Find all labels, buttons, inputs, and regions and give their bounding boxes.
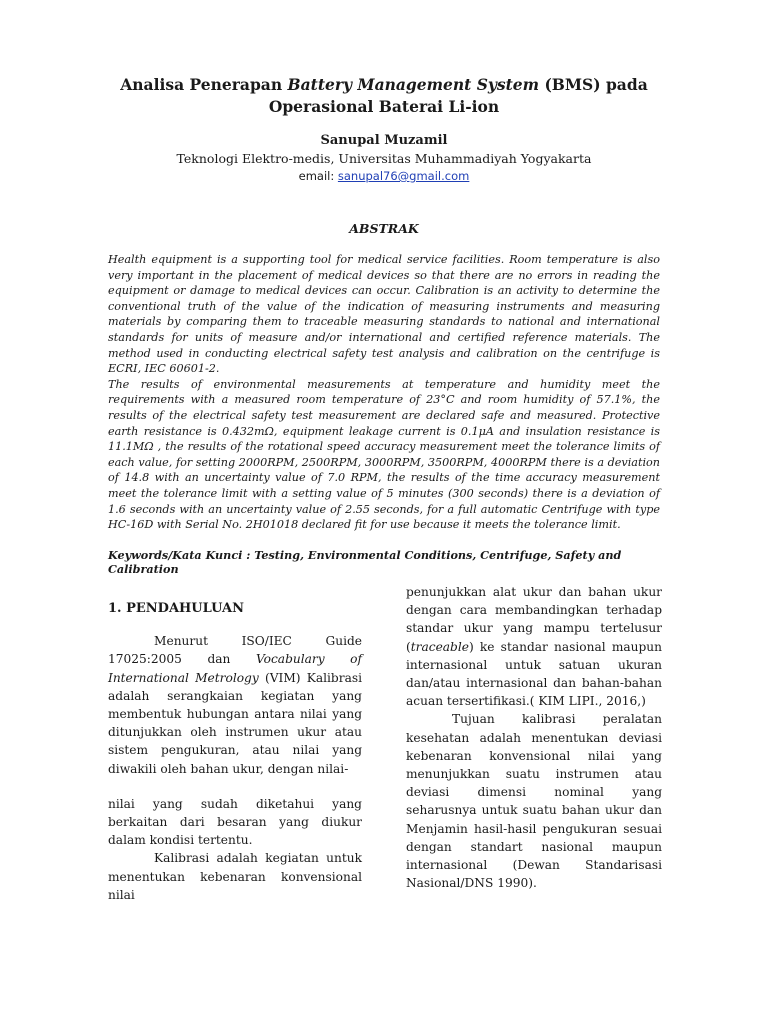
email-label: email: <box>298 169 338 183</box>
left-paragraph-2: nilai yang sudah diketahui yang berkaitan dari besaran yang diukur dalam kondisi tertentu. <box>108 796 362 848</box>
author-affiliation: Teknologi Elektro-medis, Universitas Muhammadiyah Yogyakarta <box>176 151 592 166</box>
left-column <box>108 600 362 904</box>
author-email <box>0 169 768 183</box>
abstract-paragraph-2: The results of environmental measurements at temperature and humidity meet the requirements with a measured room temperature of 23°C and room humidity of 57.1%, the results of the electrical safety test measurement are declared safe and measured. Protective earth resistance is 0.432mΩ, equipment leakage current is 0.1μA and insulation resistance is 11.1MΩ , the results of the rotational speed accuracy measurement meet the tolerance limits of each value, for setting 2000RPM, 2500RPM, 3000RPM, 3500RPM, 4000RPM there is a deviation of 14.8 with an uncertainty value of 7.0 RPM, the results of the time accuracy measurement meet the tolerance limit with a setting value of 5 minutes (300 seconds) there is a deviation of 1.6 seconds with an uncertainty value of 2.55 seconds, for a full automatic Centrifuge with type HC-16D with Serial No. 2H01018 declared fit for use because it meets the tolerance limit. <box>108 377 660 532</box>
right-column <box>406 583 662 892</box>
keywords: Keywords/Kata Kunci : Testing, Environmental Conditions, Centrifuge, Safety and Calibration <box>108 548 622 576</box>
left-p1-italic: Vocabulary of International Metrology <box>108 652 363 685</box>
abstract-paragraph-1: Health equipment is a supporting tool for medical service facilities. Room temperature is also very important in the placement of medical devices so that there are no errors in reading the equipment or damage to medical devices can occur. Calibration is an activity to determine the conventional truth of the value of the indication of measuring instruments and measuring materials by comparing them to traceable measuring standards to national and international standards for units of measure and/or international and certified reference materials. The method used in conducting electrical safety test analysis and calibration on the centrifuge is ECRI, IEC 60601-2. <box>108 253 660 376</box>
author-name: Sanupal Muzamil <box>320 133 448 148</box>
left-paragraph-1 <box>108 632 362 778</box>
left-p1-text-a: Menurut ISO/IEC Guide 17025:2005 dan <box>108 634 362 667</box>
right-paragraph-2: Tujuan kalibrasi peralatan kesehatan adalah menentukan deviasi kebenaran konvensional nilai yang menunjukkan suatu instrumen atau deviasi dimensi nominal yang seharusnya untuk suatu bahan ukur dan Menjamin hasil-hasil pengukuran sesuai dengan standart nasional maupun internasional (Dewan Standarisasi Nasional/DNS 1990). <box>406 712 662 891</box>
left-paragraph-3: Kalibrasi adalah kegiatan untuk menentukan kebenaran konvensional nilai <box>108 851 362 902</box>
right-paragraph-1 <box>406 583 662 710</box>
title-italic: Battery Management System <box>287 75 540 94</box>
title-prefix: Analisa Penerapan <box>120 75 288 94</box>
paper-title <box>60 74 708 118</box>
right-p1-text-a: penunjukkan alat ukur dan bahan ukur dengan cara membandingkan terhadap standar ukur yang mampu tertelusur ( <box>406 585 662 654</box>
right-p1-text-b: ) ke standar nasional maupun internasional untuk satuan ukuran dan/atau internasional dan bahan-bahan acuan tersertifikasi.( KIM LIPI., 2016,) <box>406 639 662 709</box>
email-link[interactable]: sanupal76@gmail.com <box>337 169 470 183</box>
section-heading: 1. PENDAHULUAN <box>108 601 244 616</box>
left-p1-text-b: (VIM) Kalibrasi adalah serangkaian kegiatan yang membentuk hubungan antara nilai yang ditunjukkan oleh instrumen ukur atau sistem pengukuran, atau nilai yang diwakili oleh bahan ukur, dengan nilai- <box>108 670 362 776</box>
title-suffix: (BMS) pada <box>539 75 648 94</box>
right-p1-italic: traceable <box>410 639 469 654</box>
title-line2: Operasional Baterai Li-ion <box>268 97 500 116</box>
abstract-body <box>108 252 660 533</box>
abstract-heading: ABSTRAK <box>349 221 419 236</box>
